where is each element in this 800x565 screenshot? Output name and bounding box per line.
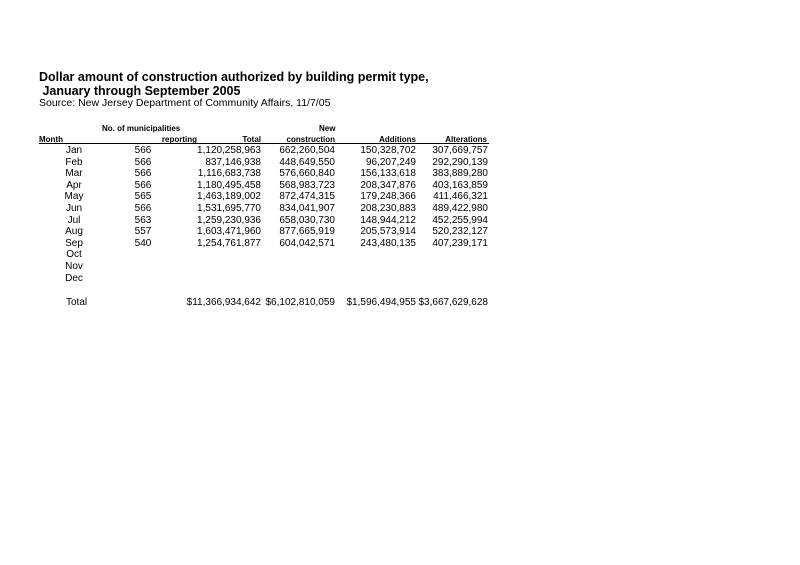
header-total: Total [242, 135, 261, 144]
row-month: Sep [65, 237, 83, 249]
row-alterations: 411,466,321 [433, 191, 488, 203]
source-note: Source: New Jersey Department of Community Affairs, 11/7/05 [39, 97, 331, 109]
row-municipalities: 566 [134, 156, 152, 168]
row-new-construction: 658,030,730 [279, 214, 335, 226]
row-alterations: 292,290,139 [432, 156, 488, 168]
row-alterations: 403,163,859 [432, 179, 488, 191]
row-municipalities: 566 [134, 145, 152, 156]
row-additions: 150,328,702 [360, 145, 416, 156]
header-municipalities-top: No. of municipalities [102, 124, 181, 133]
header-municipalities-bottom: reporting [161, 135, 197, 144]
report-title-line-1: Dollar amount of construction authorized by building permit type, [39, 70, 429, 84]
row-total: 1,603,471,960 [197, 226, 261, 238]
row-municipalities: 565 [134, 191, 152, 203]
row-municipalities: 566 [134, 168, 152, 180]
row-new-construction: 568,983,723 [279, 179, 335, 191]
row-new-construction: 834,041,907 [279, 203, 335, 214]
row-municipalities: 566 [134, 179, 152, 191]
row-new-construction: 662,260,504 [279, 145, 335, 156]
header-alterations: Alterations [445, 135, 487, 144]
totals-additions: $1,596,494,955 [346, 297, 416, 308]
row-additions: 96,207,249 [365, 156, 416, 168]
report-title-line-2: January through September 2005 [39, 84, 241, 98]
row-municipalities: 557 [134, 226, 152, 238]
row-new-construction: 877,665,919 [279, 226, 335, 238]
row-additions: 208,347,876 [360, 179, 416, 191]
row-additions: 205,573,914 [360, 226, 416, 238]
row-additions: 243,480,135 [360, 237, 416, 249]
row-alterations: 452,255,994 [432, 214, 488, 226]
header-new-construction: construction [286, 135, 335, 144]
row-municipalities: 563 [134, 214, 152, 226]
row-total: 1,463,189,002 [197, 191, 261, 203]
row-additions: 156,133,618 [360, 168, 416, 180]
totals-label: Total [66, 297, 88, 308]
row-new-construction: 448,649,550 [279, 156, 335, 168]
header-divider [39, 143, 489, 144]
row-month: Oct [66, 249, 82, 261]
row-month: Apr [66, 179, 82, 191]
header-additions: Additions [379, 135, 416, 144]
row-new-construction: 576,660,840 [279, 168, 335, 180]
header-new-top: New [319, 124, 336, 133]
row-new-construction: 872,474,315 [279, 191, 335, 203]
row-month: Nov [65, 261, 83, 272]
row-total: 1,531,695,770 [197, 203, 261, 214]
row-municipalities: 540 [134, 237, 152, 249]
row-municipalities: 566 [134, 203, 152, 214]
row-alterations: 407,239,171 [432, 237, 488, 249]
row-new-construction: 604,042,571 [279, 237, 335, 249]
row-total: 1,116,683,738 [197, 168, 261, 180]
row-month: May [64, 191, 84, 203]
row-total: 1,259,230,936 [197, 214, 261, 226]
row-additions: 179,248,366 [360, 191, 416, 203]
row-alterations: 307,669,757 [432, 145, 488, 156]
row-alterations: 520,232,127 [432, 226, 488, 238]
row-total: 837,146,938 [205, 156, 261, 168]
header-month: Month [39, 135, 63, 144]
totals-new-construction: $6,102,810,059 [265, 297, 335, 308]
row-month: Jun [65, 203, 83, 214]
row-total: 1,254,761,877 [197, 237, 261, 249]
row-total: 1,180,495,458 [197, 179, 261, 191]
row-alterations: 383,889,280 [432, 168, 488, 180]
row-month: Aug [65, 226, 83, 238]
row-total: 1,120,258,963 [197, 145, 261, 156]
row-month: Mar [65, 168, 83, 180]
row-month: Feb [65, 156, 83, 168]
row-alterations: 489,422,980 [432, 203, 488, 214]
row-additions: 208,230,883 [360, 203, 416, 214]
row-additions: 148,944,212 [360, 214, 416, 226]
row-month: Jan [65, 145, 83, 156]
totals-alterations: $3,667,629,628 [418, 297, 488, 308]
totals-total: $11,366,934,642 [186, 297, 261, 308]
row-month: Dec [65, 272, 83, 284]
row-month: Jul [67, 214, 81, 226]
